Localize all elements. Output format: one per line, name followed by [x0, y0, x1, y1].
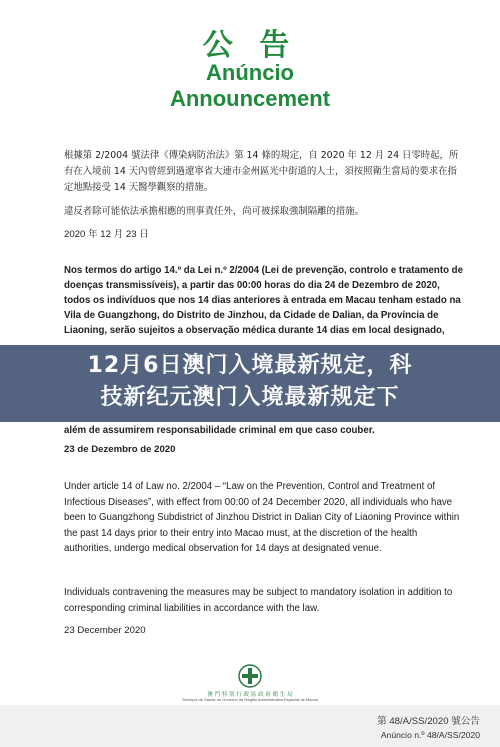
health-bureau-cross-icon — [238, 664, 262, 688]
announcement-number-portuguese: Anúncio n.º 48/A/SS/2020 — [380, 730, 480, 740]
portuguese-paragraph-2: além de assumirem responsabilidade criminal em que caso couber. — [64, 425, 375, 436]
title-chinese: 公 告 — [202, 28, 298, 63]
chinese-paragraph-1: 根據第 2/2004 號法律《傳染病防治法》第 14 條的規定，自 2020 年 12 月 24 日零時起，所有在入境前 14 天內曾經到過遼寧省大連市金州區光中街道的人士，須按照衛生當局的要求在指定地點接受 14 天醫學觀察的措施。 — [64, 150, 459, 193]
headline-line-2: 技新纪元澳门入境最新规定下 — [100, 385, 400, 410]
title-english: Announcement — [169, 86, 331, 111]
chinese-paragraph-2: 違反者除可能依法承擔相應的刑事責任外，尚可被採取強制隔離的措施。 — [64, 206, 365, 217]
bureau-name-portuguese: Serviços de Saúde do Governo da Região Administrativa Especial de Macau — [182, 697, 318, 702]
portuguese-paragraph-1: Nos termos do artigo 14.º da Lei n.º 2/2004 (Lei de prevenção, controlo e tratamento de doenças transmissíveis), a partir das 00:00 horas do dia 24 de Dezembro de 2020, todos os indivíduos que nos 14 dias anteriores à entrada em Macau tenham estado na Vila de Guangzhong, do Distrito de Jinzhou, da Cidade de Dalian, da Província de Liaoning, serão sujeitos a observação médica durante 14 dias em local designado, — [64, 265, 463, 336]
announcement-number-chinese: 第 48/A/SS/2020 號公告 — [377, 716, 480, 727]
title-portuguese: Anúncio — [206, 60, 294, 85]
english-date: 23 December 2020 — [64, 625, 146, 636]
health-bureau-logo — [150, 664, 350, 704]
headline-line-1: 12月6日澳门入境最新规定，科 — [87, 353, 413, 378]
english-paragraph-2: Individuals contravening the measures may be subject to mandatory isolation in addition to corresponding criminal liabilities in accordance with the law. — [64, 587, 453, 614]
headline-text — [0, 350, 500, 414]
chinese-date: 2020 年 12 月 23 日 — [64, 229, 149, 240]
bureau-name-chinese: 澳 門 特 別 行 政 區 政 府 衛 生 局 — [207, 692, 293, 698]
english-paragraph-1: Under article 14 of Law no. 2/2004 – “Law on the Prevention, Control and Treatment of Infectious Diseases”, with effect from 00:00 of 24 December 2020, all individuals who have been to Guangzhong Subdistrict of Jinzhou District in Dalian City of Liaoning Province within the past 14 days prior to their entry into Macao must, at the discretion of the health authorities, undergo medical observation for 14 days at designated venue. — [64, 481, 460, 554]
announcement-header — [0, 0, 500, 130]
portuguese-date: 23 de Dezembro de 2020 — [64, 444, 176, 455]
